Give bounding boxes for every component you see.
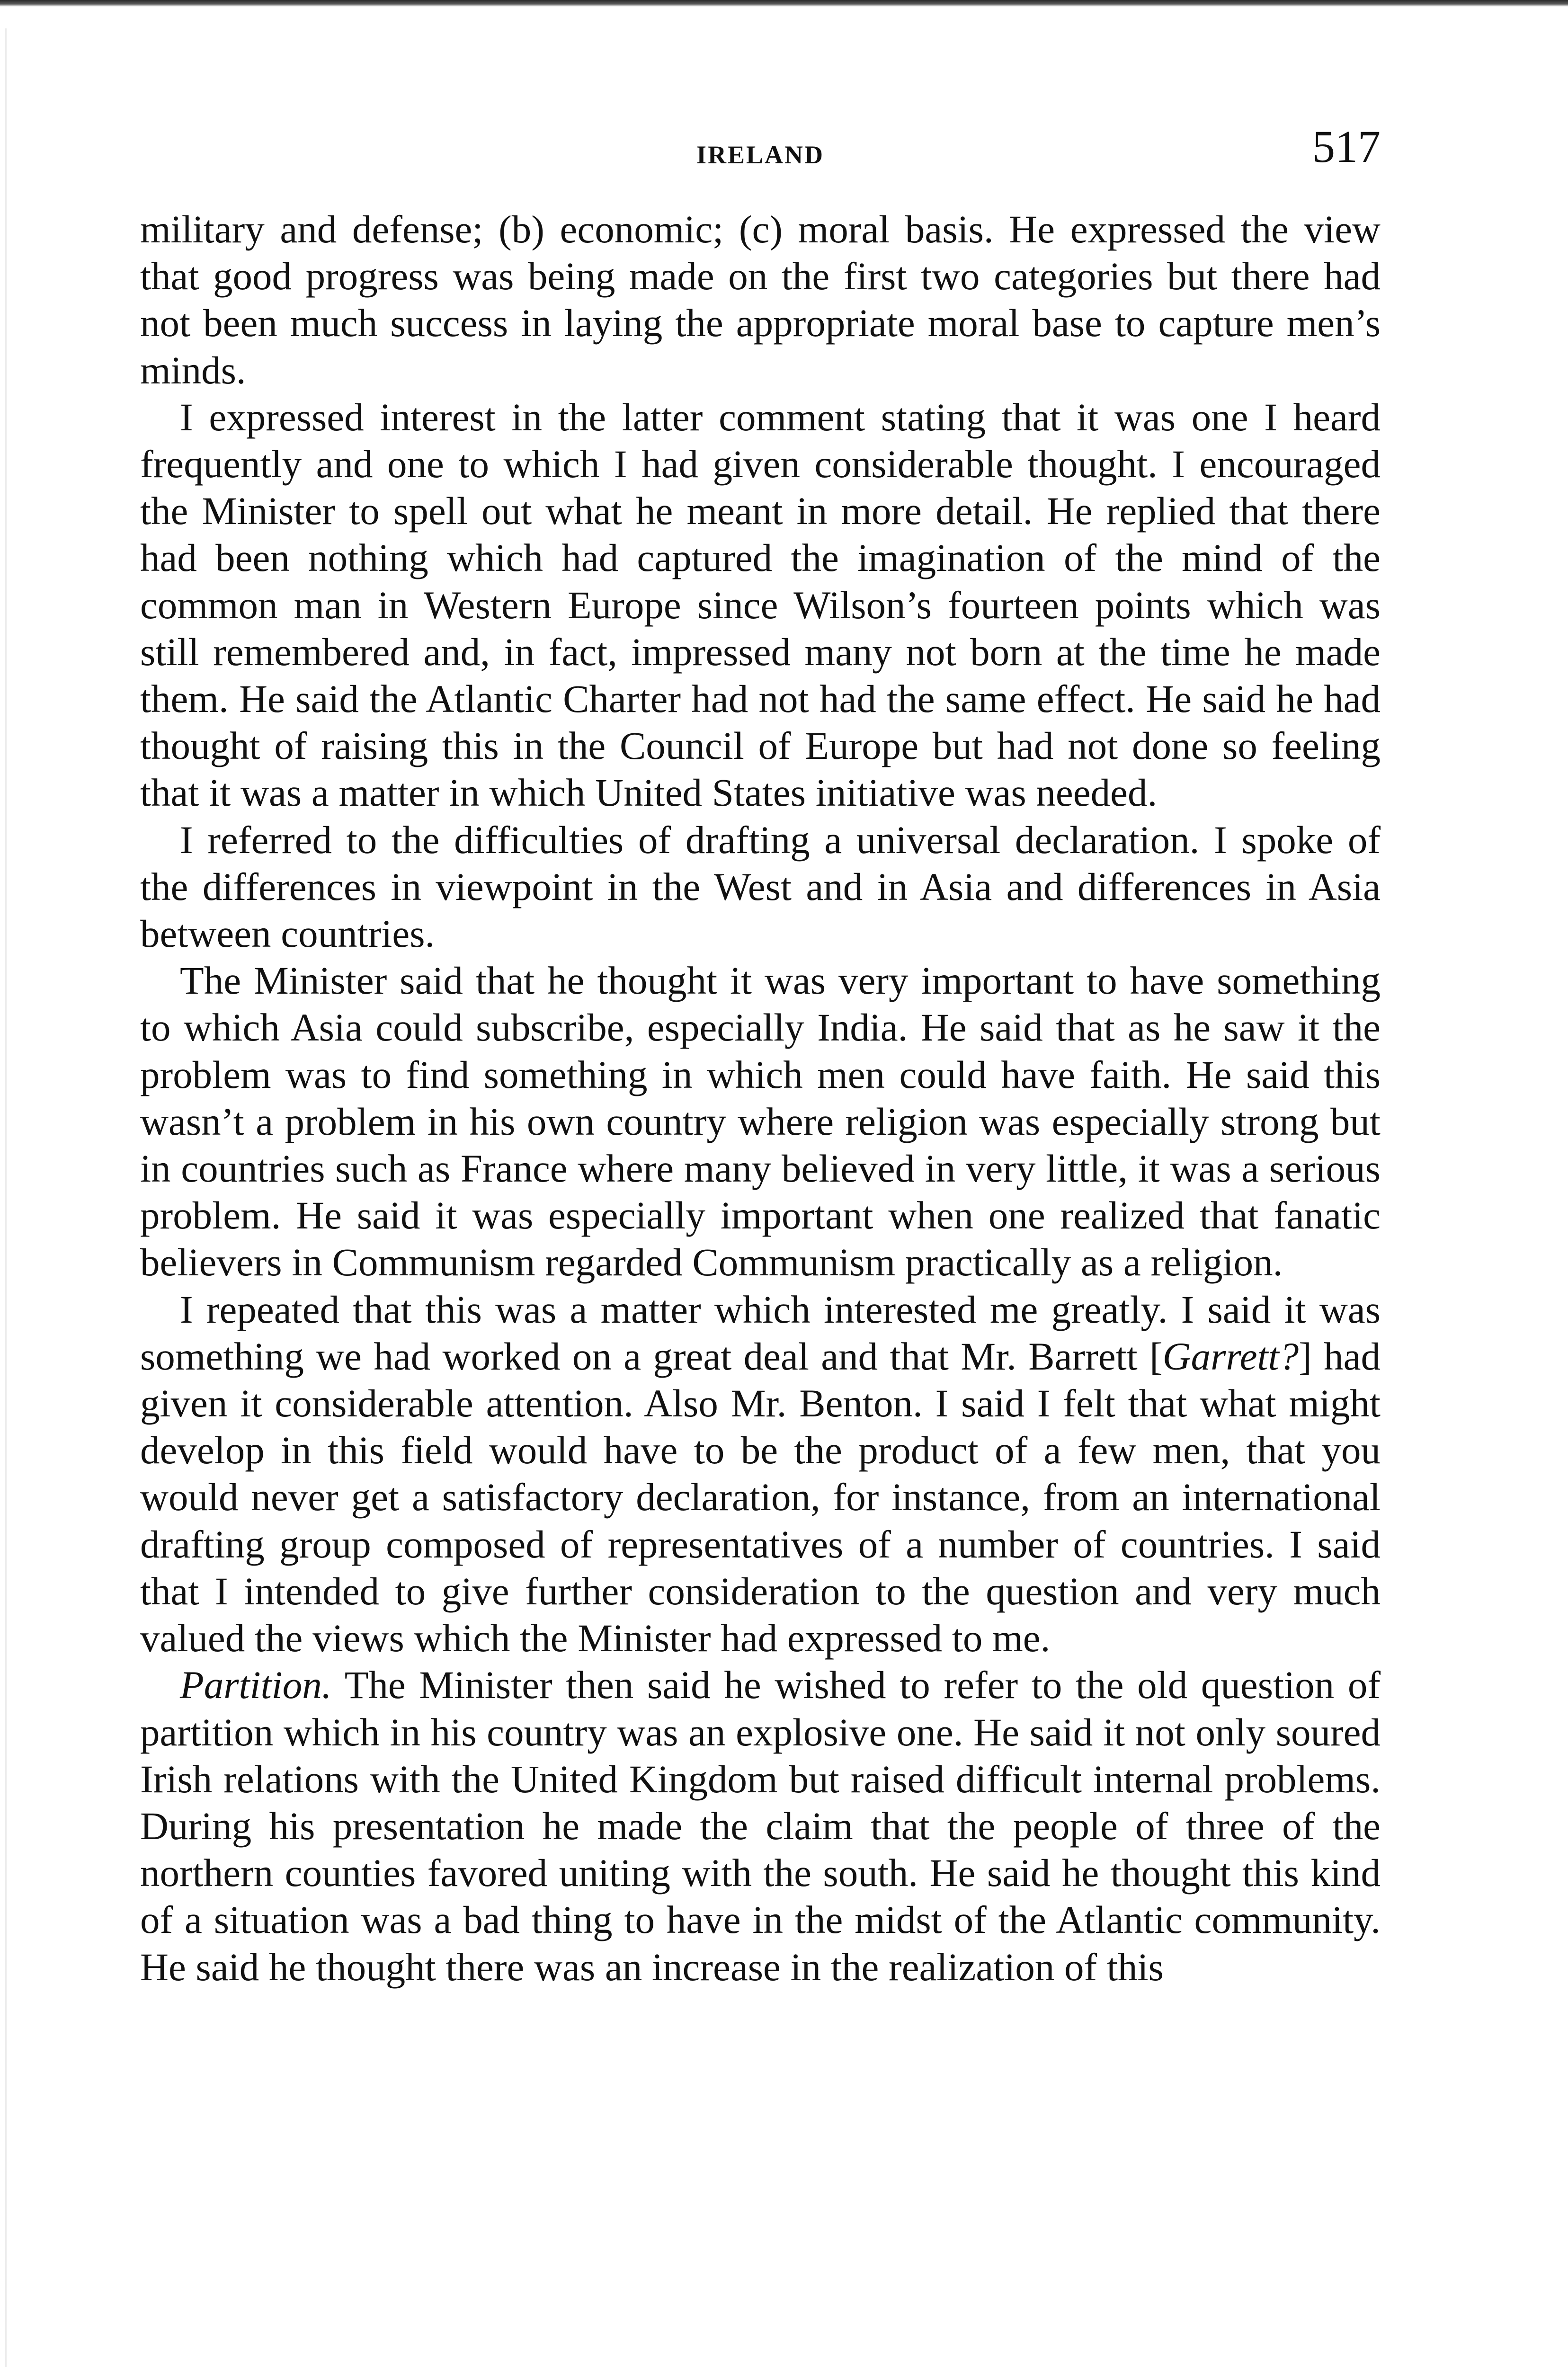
paragraph-4: The Minister said that he thought it was very important to have something to which Asia could subscribe, especially India. He said that as he saw it the problem was to find something in which men could have faith. He said this wasn’t a problem in his own country where religion was especially strong but in countries such as France where many believed in very little, it was a serious problem. He said it was especially important when one realized that fanatic believers in Communism regarded Communism practically as a religion. bbox=[140, 959, 1381, 1284]
scan-left-edge bbox=[5, 28, 7, 2367]
running-head: IRELAND bbox=[696, 141, 825, 169]
page-number: 517 bbox=[1312, 121, 1381, 172]
paragraph-5 bbox=[140, 1286, 1381, 1662]
paragraph-2: I expressed interest in the latter comment stating that it was one I heard frequently and one to which I had given considerable thought. I encouraged the Minister to spell out what he meant in more detail. He replied that there had been nothing which had captured the imagination of the mind of the common man in Western Europe since Wilson’s fourteen points which was still remembered and, in fact, impressed many not born at the time he made them. He said the Atlantic Charter had not had the same effect. He said he had thought of raising this in the Council of Europe but had not done so feeling that it was a matter in which United States initiative was needed. bbox=[140, 395, 1381, 815]
page-header bbox=[140, 121, 1381, 181]
paragraph-6 bbox=[140, 1662, 1381, 1990]
paragraph-5-text-b: ] had given it considerable attention. Also Mr. Benton. I said I felt that what might develop in this field would have to be the product of a few men, that you would never get a satisfactory declaration, for instance, from an international drafting group composed of representatives of a number of countries. I said that I intended to give further consideration to the question and very much valued the views which the Minister had expressed to me. bbox=[140, 1334, 1381, 1660]
paragraph-1: military and defense; (b) economic; (c) moral basis. He expressed the view that good progress was being made on the first two categories but there had not been much success in laying the appropriate moral base to capture men’s minds. bbox=[140, 207, 1381, 392]
paragraph-5-italic-name: Garrett? bbox=[1162, 1334, 1299, 1378]
scan-top-edge bbox=[0, 0, 1568, 7]
paragraph-3: I referred to the difficulties of drafting a universal declaration. I spoke of the differences in viewpoint in the West and in Asia and differences in Asia between countries. bbox=[140, 818, 1381, 956]
paragraph-6-text: The Minister then said he wished to refer to the old question of partition which in his country was an explosive one. He said it not only soured Irish relations with the United Kingdom but raised difficult internal problems. During his presentation he made the claim that the people of three of the northern counties favored uniting with the south. He said he thought this kind of a situation was a bad thing to have in the midst of the Atlantic community. He said he thought there was an increase in the realization of this bbox=[140, 1663, 1381, 1989]
partition-heading: Partition. bbox=[180, 1663, 332, 1707]
body-text bbox=[140, 206, 1381, 1991]
paragraph-5-text-a: I repeated that this was a matter which interested me greatly. I said it was something we had worked on a great deal and that Mr. Barrett [ bbox=[140, 1287, 1381, 1378]
